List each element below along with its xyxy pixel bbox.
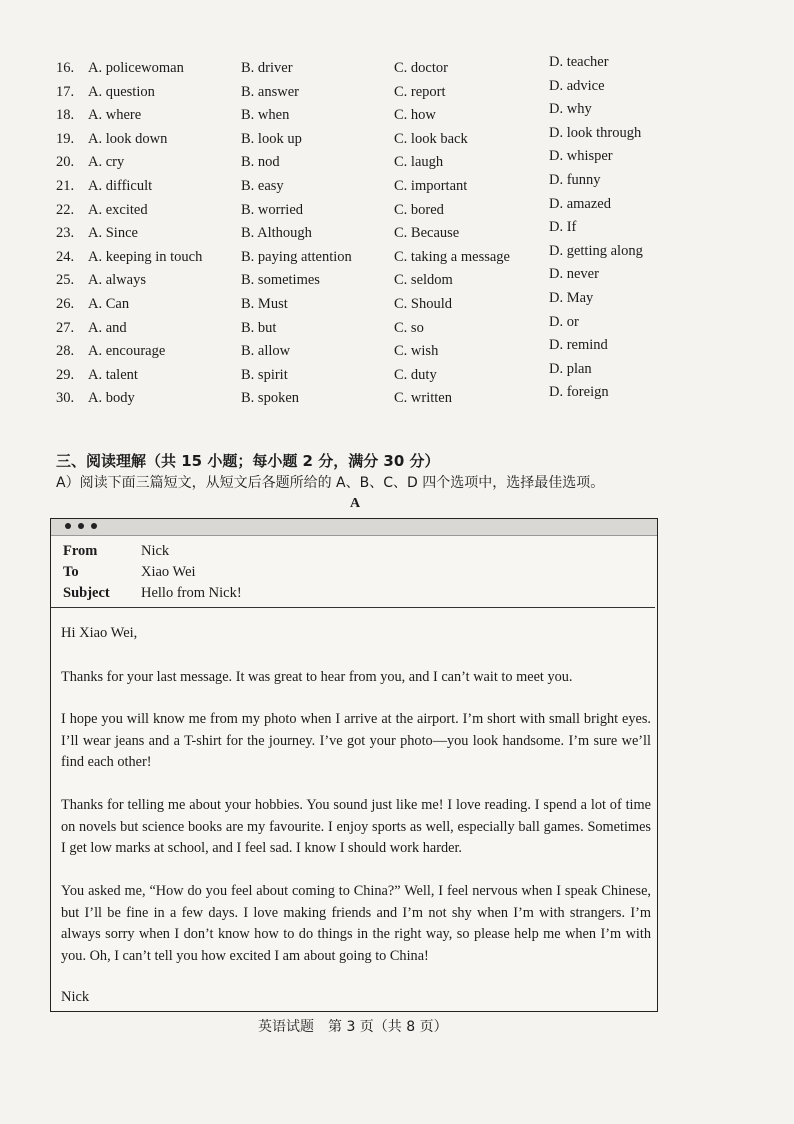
option-c: C. important: [394, 177, 468, 194]
question-number: 19.: [56, 130, 75, 147]
option-c: C. how: [394, 107, 436, 124]
option-c: C. doctor: [394, 60, 448, 76]
subject-value: Hello from Nick!: [141, 585, 242, 601]
email-paragraph-4: You asked me, “How do you feel about coming to China?” Well, I feel nervous when I speak Chinese, but I’ll be fine in a few days. I love making friends and I’m not shy when I’m with strangers. I’m always sorry when I don’t know how to do things in the right way, so please help me when I’m with you. Oh, I can’t tell you how excited I am about going to China!: [61, 883, 651, 964]
option-d: D. look through: [549, 124, 642, 141]
option-b: B. allow: [241, 343, 291, 360]
option-c: C. taking a message: [394, 248, 510, 265]
option-b: B. spirit: [241, 366, 288, 383]
option-b: B. worried: [241, 201, 304, 218]
option-d: D. May: [549, 289, 594, 306]
option-row: [56, 337, 736, 367]
question-number: 28.: [56, 343, 75, 360]
option-d: D. If: [549, 219, 577, 236]
option-a: A. question: [88, 83, 155, 100]
question-number: 17.: [56, 83, 75, 100]
option-b: B. answer: [241, 83, 299, 100]
option-c: C. laugh: [394, 154, 444, 171]
option-d: D. whisper: [549, 148, 613, 165]
option-row: [56, 360, 736, 391]
email-paragraph-3: Thanks for telling me about your hobbies. You sound just like me! I love reading. I spend a lot of time on novels but science books are my favourite. I enjoy sports as well, especially ball games. Sometimes I get low marks at school, and I feel sad. I know I should work harder.: [61, 797, 651, 857]
question-number: 26.: [56, 295, 75, 312]
option-row: [56, 289, 736, 320]
window-dot-icon: [91, 523, 97, 529]
to-label: To: [63, 564, 79, 580]
option-row: [56, 266, 736, 296]
question-number: 21.: [56, 177, 75, 194]
option-b: B. driver: [241, 60, 293, 76]
from-label: From: [63, 543, 98, 559]
option-d: D. or: [549, 313, 579, 330]
option-a: A. where: [88, 107, 142, 124]
to-value: Xiao Wei: [141, 564, 196, 580]
header-divider: [51, 607, 655, 608]
option-b: B. Although: [241, 225, 312, 242]
option-row: [56, 313, 736, 344]
passage-letter: A: [350, 496, 361, 511]
page-footer: 英语试题 第 3 页（共 8 页）: [258, 1019, 448, 1035]
option-b: B. spoken: [241, 390, 299, 407]
option-d: D. teacher: [549, 54, 609, 70]
question-number: 29.: [56, 366, 75, 383]
option-c: C. written: [394, 390, 452, 407]
option-c: C. duty: [394, 366, 437, 383]
option-a: A. Since: [88, 225, 138, 242]
option-c: C. wish: [394, 343, 439, 360]
option-a: A. excited: [88, 201, 148, 218]
option-d: D. funny: [549, 171, 601, 188]
option-row: [56, 171, 736, 202]
option-a: A. keeping in touch: [88, 248, 203, 265]
option-c: C. Should: [394, 295, 453, 312]
option-a: A. body: [88, 390, 135, 407]
window-dot-icon: [65, 523, 71, 529]
option-a: A. look down: [88, 130, 168, 147]
option-d: D. why: [549, 101, 592, 118]
option-c: C. report: [394, 83, 446, 100]
option-d: D. amazed: [549, 195, 611, 212]
option-b: B. but: [241, 319, 277, 336]
email-paragraph-2: I hope you will know me from my photo when I arrive at the airport. I’m short with small bright eyes. I’ll wear jeans and a T-shirt for the journey. I’ve got your photo—you look handsome. I’m sure we’ll find each other!: [61, 711, 651, 771]
question-number: 18.: [56, 107, 75, 124]
option-b: B. when: [241, 107, 290, 124]
question-number: 24.: [56, 248, 75, 265]
option-c: C. seldom: [394, 272, 453, 289]
email-window: [50, 518, 658, 1012]
option-b: B. paying attention: [241, 248, 352, 265]
option-d: D. advice: [549, 77, 605, 94]
option-b: B. Must: [241, 295, 288, 312]
option-a: A. encourage: [88, 343, 166, 360]
option-a: A. policewoman: [88, 60, 184, 76]
question-number: 30.: [56, 390, 75, 407]
option-row: [56, 77, 736, 108]
option-d: D. never: [549, 266, 599, 283]
option-d: D. remind: [549, 337, 608, 354]
option-a: A. cry: [88, 154, 125, 171]
question-number: 20.: [56, 154, 75, 171]
option-d: D. foreign: [549, 384, 609, 401]
option-c: C. Because: [394, 225, 460, 242]
option-b: B. easy: [241, 177, 284, 194]
question-number: 22.: [56, 201, 75, 218]
option-d: D. plan: [549, 360, 592, 377]
option-c: C. look back: [394, 130, 468, 147]
question-number: 16.: [56, 60, 75, 76]
window-dot-icon: [78, 523, 84, 529]
from-value: Nick: [141, 543, 170, 559]
section-title: 三、阅读理解（共 15 小题；每小题 2 分，满分 30 分）: [56, 452, 440, 470]
option-b: B. nod: [241, 154, 280, 171]
option-a: A. and: [88, 319, 127, 336]
question-number: 27.: [56, 319, 75, 336]
option-row: [56, 384, 736, 414]
section-instruction: A）阅读下面三篇短文，从短文后各题所给的 A、B、C、D 四个选项中，选择最佳选项。: [56, 475, 605, 491]
option-row: [56, 124, 736, 155]
option-d: D. getting along: [549, 242, 643, 259]
cloze-options-table: [56, 54, 736, 414]
option-row: [56, 195, 736, 226]
email-greeting: Hi Xiao Wei,: [61, 625, 138, 641]
option-c: C. bored: [394, 201, 444, 218]
option-b: B. sometimes: [241, 272, 320, 289]
question-number: 23.: [56, 225, 75, 242]
option-row: [56, 148, 736, 178]
option-a: A. Can: [88, 295, 130, 312]
question-number: 25.: [56, 272, 75, 289]
option-a: A. talent: [88, 366, 138, 383]
subject-label: Subject: [63, 585, 110, 601]
window-title-bar: [51, 519, 657, 536]
option-row: [56, 242, 736, 273]
option-c: C. so: [394, 319, 424, 336]
option-b: B. look up: [241, 130, 302, 147]
email-signoff: Nick: [61, 989, 90, 1005]
email-paragraph-1: Thanks for your last message. It was great to hear from you, and I can’t wait to meet you.: [61, 669, 573, 685]
option-a: A. difficult: [88, 177, 153, 194]
option-a: A. always: [88, 272, 146, 289]
option-row: [56, 54, 736, 84]
